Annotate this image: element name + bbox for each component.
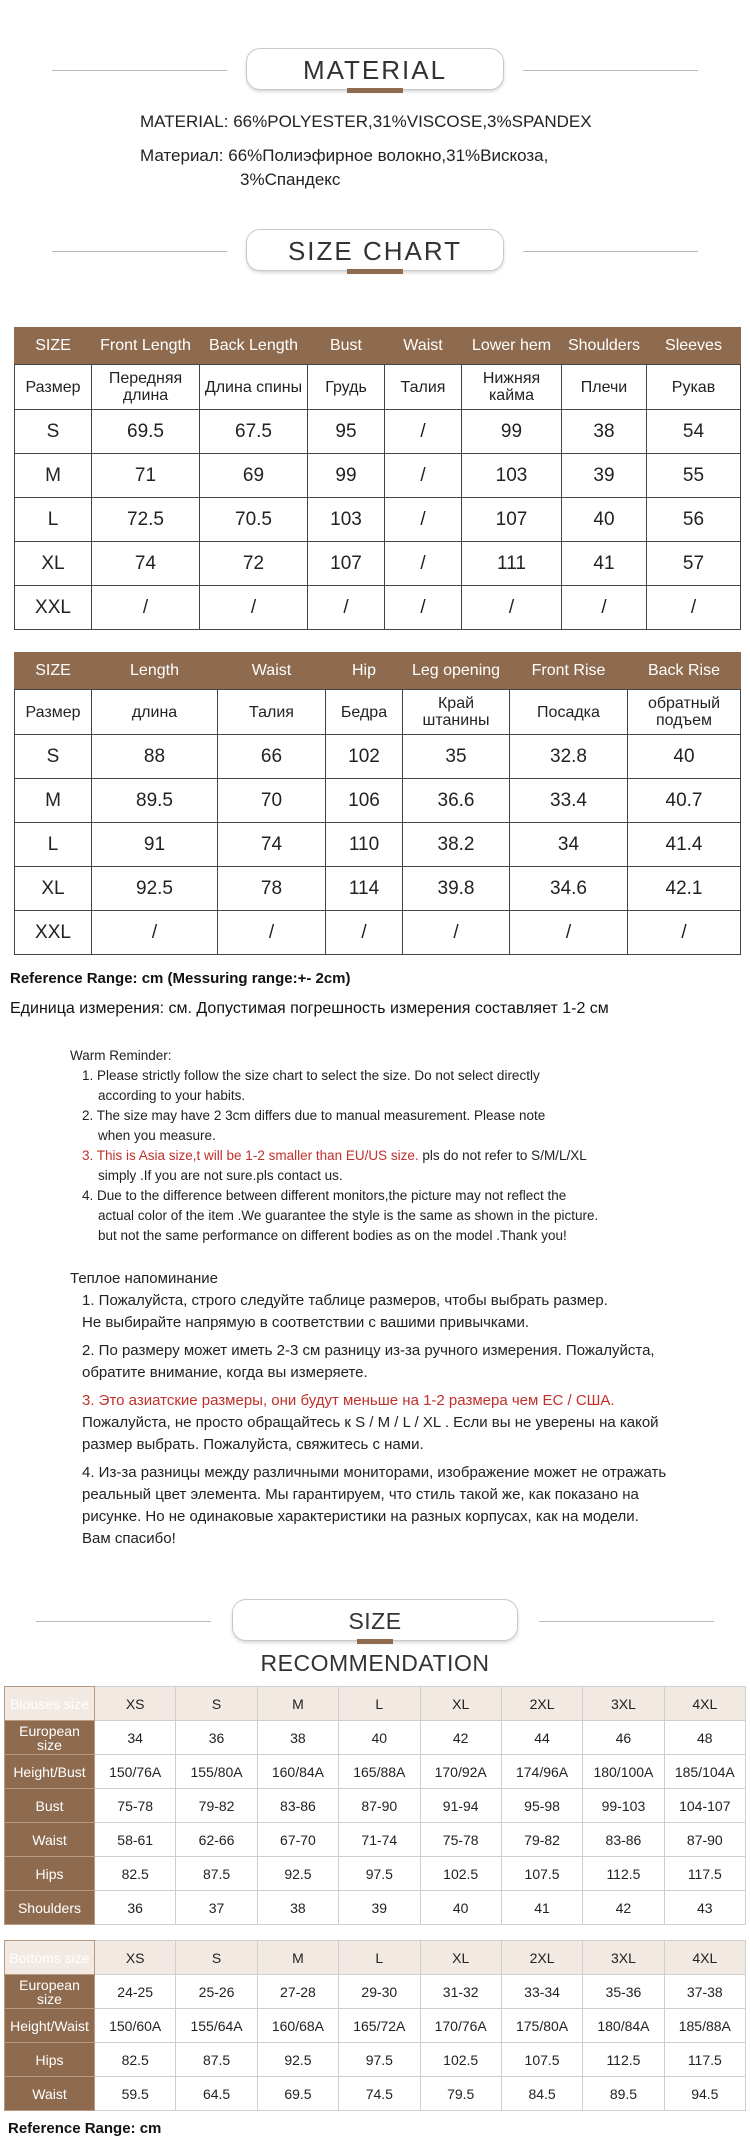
header-cell: XS — [95, 1687, 176, 1721]
header-cell: M — [257, 1687, 338, 1721]
row-label: Shoulders — [5, 1891, 95, 1925]
table-cell: 48 — [664, 1721, 745, 1755]
table-cell: 33.4 — [510, 779, 628, 823]
table-cell: 74 — [92, 542, 200, 586]
table-cell: 103 — [308, 498, 385, 542]
header-cell: Bust — [308, 328, 385, 365]
table-cell: 99 — [462, 410, 562, 454]
table-cell: 38 — [257, 1891, 338, 1925]
divider-left — [36, 1621, 211, 1622]
title-underline — [357, 1639, 393, 1644]
table-cell: 87.5 — [176, 2043, 257, 2077]
table-cell: 37 — [176, 1891, 257, 1925]
ru-cell: Размер — [15, 365, 92, 410]
table-cell: 91 — [92, 823, 218, 867]
table-cell: 36 — [95, 1891, 176, 1925]
table-cell: 103 — [462, 454, 562, 498]
table-cell: 112.5 — [583, 2043, 664, 2077]
ru-cell: Посадка — [510, 690, 628, 735]
table-cell: 38 — [257, 1721, 338, 1755]
size-cell: S — [15, 735, 92, 779]
table-cell: 24-25 — [95, 1975, 176, 2009]
table-row — [5, 2009, 746, 2043]
size-cell: L — [15, 498, 92, 542]
table-cell: 106 — [326, 779, 403, 823]
header-cell: Hip — [326, 653, 403, 690]
ru-cell: длина — [92, 690, 218, 735]
header-cell: Sleeves — [647, 328, 741, 365]
table-cell: 82.5 — [95, 1857, 176, 1891]
table-cell: 150/76A — [95, 1755, 176, 1789]
table-cell: 150/60A — [95, 2009, 176, 2043]
table-cell: 74.5 — [339, 2077, 420, 2111]
header-cell: M — [257, 1941, 338, 1975]
table-cell: 185/104A — [664, 1755, 745, 1789]
table-cell: / — [510, 911, 628, 955]
table-cell: 57 — [647, 542, 741, 586]
reminder-item: 4. Из-за разницы между различными мониторами, изображение может не отражать — [82, 1464, 667, 1481]
table-cell: 107 — [308, 542, 385, 586]
reminder-item-cont: Пожалуйста, не просто обращайтесь к S / M / L / XL . Если вы не уверены на какой — [82, 1414, 659, 1431]
table-row — [5, 1721, 746, 1755]
row-label: Hips — [5, 2043, 95, 2077]
table-cell: 55 — [647, 454, 741, 498]
table-cell: 111 — [462, 542, 562, 586]
table-cell: 180/100A — [583, 1755, 664, 1789]
blouses-size-table — [4, 1686, 746, 1925]
table-row — [15, 586, 741, 630]
table-cell: 43 — [664, 1891, 745, 1925]
table-cell: 102.5 — [420, 2043, 501, 2077]
reminder-item: 2. The size may have 2 3cm differs due to manual measurement. Please note — [82, 1108, 546, 1123]
table-cell: 25-26 — [176, 1975, 257, 2009]
reminder-item-cont: реальный цвет элемента. Мы гарантируем, что стиль такой же, как показано на — [82, 1486, 639, 1503]
ru-cell: Край штанины — [403, 690, 510, 735]
table-row — [15, 779, 741, 823]
reminder-title: Теплое напоминание — [70, 1270, 218, 1287]
table-cell: 79-82 — [501, 1823, 582, 1857]
ru-units-note: Единица измерения: см. Допустимая погрешность измерения составляет 1-2 см — [10, 1000, 609, 1017]
table-cell: / — [403, 911, 510, 955]
table-cell: 70 — [218, 779, 326, 823]
table-cell: 83-86 — [257, 1789, 338, 1823]
header-cell: 3XL — [583, 1687, 664, 1721]
table-cell: 69.5 — [257, 2077, 338, 2111]
header-cell: Shoulders — [562, 328, 647, 365]
table-cell: 58-61 — [95, 1823, 176, 1857]
row-label: Blouses size — [5, 1687, 95, 1721]
table-cell: 79-82 — [176, 1789, 257, 1823]
reminder-warning: 3. Это азиатские размеры, они будут меньше на 1-2 размера чем ЕС / США. — [82, 1392, 615, 1409]
table-cell: 44 — [501, 1721, 582, 1755]
row-label: Height/Waist — [5, 2009, 95, 2043]
table-cell: / — [628, 911, 741, 955]
table-cell: 40.7 — [628, 779, 741, 823]
size-cell: M — [15, 454, 92, 498]
table-cell: / — [385, 410, 462, 454]
reminder-item-cont: but not the same performance on different bodies as on the model .Thank you! — [98, 1228, 567, 1243]
ru-cell: Рукав — [647, 365, 741, 410]
header-cell: 2XL — [501, 1941, 582, 1975]
table-cell: 84.5 — [501, 2077, 582, 2111]
row-label: Bottoms size — [5, 1941, 95, 1975]
ru-cell: Размер — [15, 690, 92, 735]
table-cell: 40 — [339, 1721, 420, 1755]
header-cell: Front Length — [92, 328, 200, 365]
divider-left — [52, 251, 227, 252]
table-ru-row — [15, 690, 741, 735]
table-cell: 104-107 — [664, 1789, 745, 1823]
table-cell: 83-86 — [583, 1823, 664, 1857]
table-cell: 180/84A — [583, 2009, 664, 2043]
table-cell: 37-38 — [664, 1975, 745, 2009]
table-cell: / — [92, 586, 200, 630]
table-cell: 38.2 — [403, 823, 510, 867]
table-row — [5, 1857, 746, 1891]
table-cell: 69 — [200, 454, 308, 498]
warm-reminder-ru — [70, 1268, 710, 1550]
table-cell: / — [200, 586, 308, 630]
header-cell: 2XL — [501, 1687, 582, 1721]
table-cell: 41.4 — [628, 823, 741, 867]
table-cell: 174/96A — [501, 1755, 582, 1789]
table-row — [15, 542, 741, 586]
table-cell: 67-70 — [257, 1823, 338, 1857]
table-cell: 40 — [562, 498, 647, 542]
table-row — [5, 2077, 746, 2111]
table-cell: 39.8 — [403, 867, 510, 911]
table-cell: 78 — [218, 867, 326, 911]
table-cell: 69.5 — [92, 410, 200, 454]
table-cell: 62-66 — [176, 1823, 257, 1857]
table-cell: 46 — [583, 1721, 664, 1755]
table-cell: 41 — [562, 542, 647, 586]
table-cell: 165/72A — [339, 2009, 420, 2043]
divider-right — [523, 251, 698, 252]
reminder-item-cont: when you measure. — [98, 1128, 216, 1143]
ru-cell: Талия — [218, 690, 326, 735]
reminder-item-cont: Вам спасибо! — [82, 1530, 176, 1547]
ru-cell: Нижняя кайма — [462, 365, 562, 410]
header-cell: Leg opening — [403, 653, 510, 690]
size-cell: S — [15, 410, 92, 454]
bottoms-size-table — [4, 1940, 746, 2111]
table-cell: 32.8 — [510, 735, 628, 779]
header-cell: Length — [92, 653, 218, 690]
material-en: MATERIAL: 66%POLYESTER,31%VISCOSE,3%SPANDEX — [140, 112, 592, 131]
reminder-item: 1. Please strictly follow the size chart to select the size. Do not select directly — [82, 1068, 540, 1083]
table-cell: 97.5 — [339, 2043, 420, 2077]
table-cell: 170/76A — [420, 2009, 501, 2043]
table-cell: 40 — [628, 735, 741, 779]
table-cell: 72.5 — [92, 498, 200, 542]
table-cell: / — [562, 586, 647, 630]
table-cell: 94.5 — [664, 2077, 745, 2111]
table-cell: 31-32 — [420, 1975, 501, 2009]
table-cell: 107 — [462, 498, 562, 542]
divider-right — [523, 70, 698, 71]
table-cell: 95-98 — [501, 1789, 582, 1823]
reminder-item-cont: actual color of the item .We guarantee the style is the same as shown in the picture. — [98, 1208, 599, 1223]
table-cell: 27-28 — [257, 1975, 338, 2009]
table-cell: 54 — [647, 410, 741, 454]
table-row — [5, 1755, 746, 1789]
table-cell: 82.5 — [95, 2043, 176, 2077]
header-cell: Lower hem — [462, 328, 562, 365]
header-cell: Waist — [385, 328, 462, 365]
table-cell: 87.5 — [176, 1857, 257, 1891]
ru-cell: обратный подъем — [628, 690, 741, 735]
row-label: Hips — [5, 1857, 95, 1891]
table-cell: 89.5 — [583, 2077, 664, 2111]
table-cell: 89.5 — [92, 779, 218, 823]
size-cell: M — [15, 779, 92, 823]
table-cell: 56 — [647, 498, 741, 542]
table-row — [15, 867, 741, 911]
table-cell: 42 — [583, 1891, 664, 1925]
row-label: Height/Bust — [5, 1755, 95, 1789]
table-cell: 34 — [95, 1721, 176, 1755]
table-cell: 155/64A — [176, 2009, 257, 2043]
reminder-item-cont: according to your habits. — [98, 1088, 246, 1103]
size-cell: L — [15, 823, 92, 867]
table-cell: / — [385, 586, 462, 630]
table-cell: 88 — [92, 735, 218, 779]
table-row — [5, 1891, 746, 1925]
header-cell: XS — [95, 1941, 176, 1975]
table-row — [5, 1789, 746, 1823]
table-cell: 59.5 — [95, 2077, 176, 2111]
table-cell: / — [385, 542, 462, 586]
top-size-table — [14, 327, 741, 630]
table-cell: 92.5 — [257, 1857, 338, 1891]
table-cell: 99 — [308, 454, 385, 498]
table-cell: 92.5 — [257, 2043, 338, 2077]
table-cell: 112.5 — [583, 1857, 664, 1891]
reminder-item-cont: Не выбирайте напрямую в соответствии с вашими привычками. — [82, 1314, 530, 1331]
divider-right — [539, 1621, 714, 1622]
table-cell: 36 — [176, 1721, 257, 1755]
table-cell: 74 — [218, 823, 326, 867]
table-cell: 107.5 — [501, 2043, 582, 2077]
table-ru-row — [15, 365, 741, 410]
table-row — [5, 1823, 746, 1857]
table-cell: 155/80A — [176, 1755, 257, 1789]
table-cell: 117.5 — [664, 1857, 745, 1891]
table-cell: / — [462, 586, 562, 630]
header-cell: 3XL — [583, 1941, 664, 1975]
table-cell: 42.1 — [628, 867, 741, 911]
table-row — [5, 2043, 746, 2077]
ru-cell: Передняя длина — [92, 365, 200, 410]
table-cell: 92.5 — [92, 867, 218, 911]
header-cell: SIZE — [15, 653, 92, 690]
size-cell: XXL — [15, 586, 92, 630]
table-cell: 117.5 — [664, 2043, 745, 2077]
header-cell: L — [339, 1687, 420, 1721]
size-cell: XL — [15, 542, 92, 586]
table-cell: / — [647, 586, 741, 630]
table-cell: 99-103 — [583, 1789, 664, 1823]
table-cell: 79.5 — [420, 2077, 501, 2111]
size-chart-title: SIZE CHART — [246, 229, 504, 271]
table-cell: 41 — [501, 1891, 582, 1925]
reminder-item-cont: обратите внимание, когда вы измеряете. — [82, 1364, 368, 1381]
table-cell: 97.5 — [339, 1857, 420, 1891]
row-label: European size — [5, 1975, 95, 2009]
table-cell: 102 — [326, 735, 403, 779]
material-title: MATERIAL — [246, 48, 504, 90]
header-cell: Waist — [218, 653, 326, 690]
material-ru-line2: 3%Спандекс — [240, 170, 341, 189]
header-cell: 4XL — [664, 1687, 745, 1721]
reminder-item — [70, 1146, 710, 1166]
table-cell: 175/80A — [501, 2009, 582, 2043]
table-cell: / — [385, 454, 462, 498]
table-cell: 67.5 — [200, 410, 308, 454]
table-row — [15, 410, 741, 454]
table-header-row — [15, 653, 741, 690]
table-cell: 185/88A — [664, 2009, 745, 2043]
header-cell: Back Length — [200, 328, 308, 365]
header-cell: S — [176, 1687, 257, 1721]
table-header-row — [5, 1941, 746, 1975]
footer-reference-range: Reference Range: cm — [8, 2120, 162, 2137]
table-cell: 42 — [420, 1721, 501, 1755]
material-ru-line1: Материал: 66%Полиэфирное волокно,31%Вискоза, — [140, 146, 549, 165]
table-cell: 29-30 — [339, 1975, 420, 2009]
header-cell: XL — [420, 1941, 501, 1975]
table-cell: / — [326, 911, 403, 955]
ru-cell: Талия — [385, 365, 462, 410]
table-cell: 33-34 — [501, 1975, 582, 2009]
table-cell: 35 — [403, 735, 510, 779]
table-cell: 165/88A — [339, 1755, 420, 1789]
table-cell: 102.5 — [420, 1857, 501, 1891]
table-cell: 34 — [510, 823, 628, 867]
table-cell: 70.5 — [200, 498, 308, 542]
ru-cell: Грудь — [308, 365, 385, 410]
table-cell: 36.6 — [403, 779, 510, 823]
reminder-item-cont: рисунке. Но не одинаковые характеристики на разных корпусах, как на модели. — [82, 1508, 639, 1525]
header-cell: 4XL — [664, 1941, 745, 1975]
table-row — [15, 498, 741, 542]
ru-cell: Плечи — [562, 365, 647, 410]
table-cell: 87-90 — [339, 1789, 420, 1823]
table-header-row — [5, 1687, 746, 1721]
table-cell: 75-78 — [95, 1789, 176, 1823]
header-cell: SIZE — [15, 328, 92, 365]
title-underline — [347, 88, 403, 93]
table-cell: 39 — [562, 454, 647, 498]
row-label: Bust — [5, 1789, 95, 1823]
reminder-item: 4. Due to the difference between different monitors,the picture may not reflect the — [82, 1188, 567, 1203]
reminder-title: Warm Reminder: — [70, 1048, 172, 1063]
table-cell: 39 — [339, 1891, 420, 1925]
table-row — [15, 735, 741, 779]
table-cell: 71 — [92, 454, 200, 498]
material-header — [0, 48, 750, 92]
reminder-item: 2. По размеру может иметь 2-3 см разницу из-за ручного измерения. Пожалуйста, — [82, 1342, 655, 1359]
table-cell: 72 — [200, 542, 308, 586]
table-row — [5, 1975, 746, 2009]
reminder-item: 1. Пожалуйста, строго следуйте таблице размеров, чтобы выбрать размер. — [82, 1292, 608, 1309]
ru-cell: Бедра — [326, 690, 403, 735]
table-cell: 160/84A — [257, 1755, 338, 1789]
size-recommendation-title: SIZE RECOMMENDATION — [232, 1599, 518, 1641]
row-label: European size — [5, 1721, 95, 1755]
table-row — [15, 454, 741, 498]
table-cell: / — [92, 911, 218, 955]
table-cell: 75-78 — [420, 1823, 501, 1857]
table-cell: 71-74 — [339, 1823, 420, 1857]
ru-cell: Длина спины — [200, 365, 308, 410]
reference-range-note: Reference Range: cm (Messuring range:+- 2cm) — [10, 970, 351, 987]
reminder-item-rest: pls do not refer to S/M/L/XL — [418, 1148, 587, 1163]
table-cell: / — [218, 911, 326, 955]
table-cell: 64.5 — [176, 2077, 257, 2111]
size-cell: XXL — [15, 911, 92, 955]
header-cell: L — [339, 1941, 420, 1975]
table-cell: 35-36 — [583, 1975, 664, 2009]
table-cell: 66 — [218, 735, 326, 779]
table-cell: 34.6 — [510, 867, 628, 911]
warm-reminder-en — [70, 1046, 710, 1246]
table-header-row — [15, 328, 741, 365]
table-cell: 107.5 — [501, 1857, 582, 1891]
table-cell: 170/92A — [420, 1755, 501, 1789]
header-cell: Front Rise — [510, 653, 628, 690]
table-cell: 40 — [420, 1891, 501, 1925]
table-cell: / — [385, 498, 462, 542]
table-cell: 160/68A — [257, 2009, 338, 2043]
table-cell: 87-90 — [664, 1823, 745, 1857]
reminder-warning: 3. This is Asia size,t will be 1-2 smaller than EU/US size. — [82, 1148, 419, 1163]
divider-left — [52, 70, 227, 71]
table-cell: 110 — [326, 823, 403, 867]
bottom-size-table — [14, 652, 741, 955]
size-cell: XL — [15, 867, 92, 911]
header-cell: S — [176, 1941, 257, 1975]
title-underline — [347, 269, 403, 274]
reminder-item-cont: simply .If you are not sure.pls contact us. — [98, 1168, 343, 1183]
table-cell: 95 — [308, 410, 385, 454]
reminder-item-cont: размер выбрать. Пожалуйста, свяжитесь с нами. — [82, 1436, 424, 1453]
table-cell: 114 — [326, 867, 403, 911]
table-row — [15, 911, 741, 955]
table-row — [15, 823, 741, 867]
row-label: Waist — [5, 2077, 95, 2111]
table-cell: 38 — [562, 410, 647, 454]
table-cell: / — [308, 586, 385, 630]
size-chart-header — [0, 229, 750, 273]
size-recommendation-header — [0, 1599, 750, 1676]
table-cell: 91-94 — [420, 1789, 501, 1823]
header-cell: XL — [420, 1687, 501, 1721]
header-cell: Back Rise — [628, 653, 741, 690]
row-label: Waist — [5, 1823, 95, 1857]
